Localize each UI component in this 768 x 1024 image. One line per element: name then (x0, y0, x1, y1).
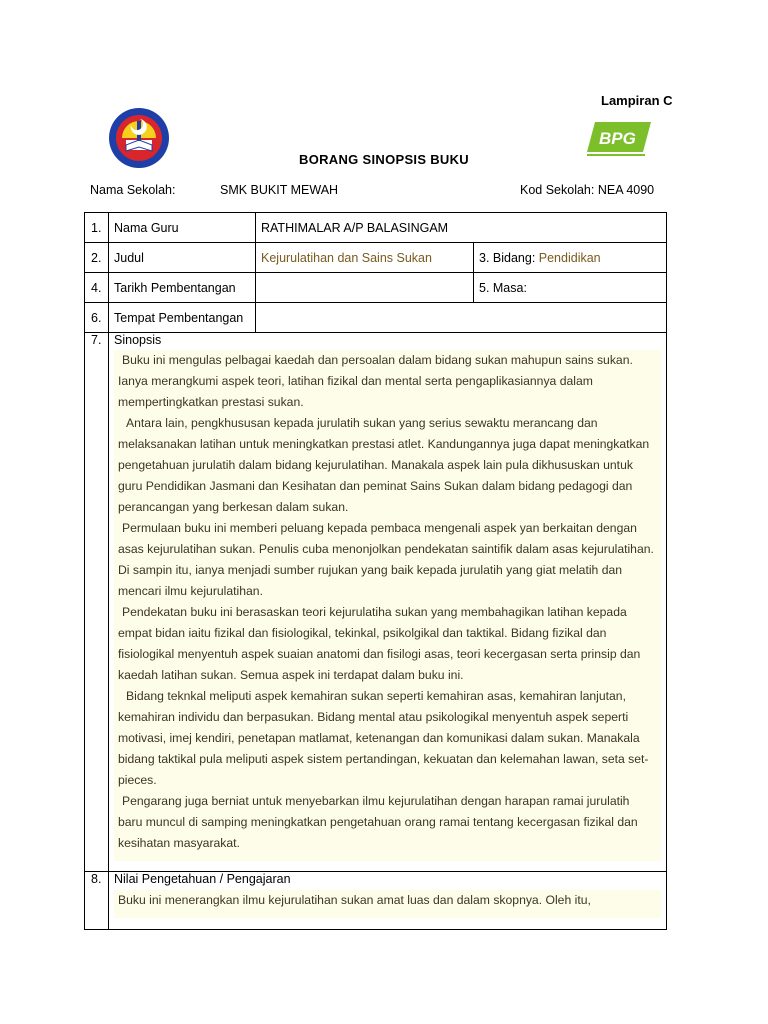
field-label: Nilai Pengetahuan / Pengajaran (114, 872, 291, 886)
synopsis-text (114, 350, 661, 861)
school-name: SMK BUKIT MEWAH (220, 183, 339, 197)
school-label: Nama Sekolah: (90, 183, 176, 197)
row-number: 2. (85, 243, 109, 273)
field-label: Tempat Pembentangan (109, 303, 256, 333)
bpg-logo-text: BPG (599, 129, 636, 148)
bidang-label: 3. Bidang: (479, 250, 539, 265)
field-label: Judul (109, 243, 256, 273)
nilai-cell (109, 872, 667, 930)
row-nilai (85, 872, 667, 930)
row-tarikh (85, 273, 667, 303)
row-number: 1. (85, 213, 109, 243)
row-tempat (85, 303, 667, 333)
synopsis-paragraph: Bidang teknkal meliputi aspek kemahiran sukan seperti kemahiran asas, kemahiran lanjutan, kemahiran individu dan berpasukan. Bidang mental atau psikologikal menyentuh aspek seperti motivasi, imej kendiri, penetapan matlamat, ketenangan dan komunikasi dalam sukan. Manakala bidang taktikal pula meliputi aspek sistem pertandingan, kekuatan dan kelemahan lawan, seta set-pieces. (118, 689, 649, 787)
book-title: Kejurulatihan dan Sains Sukan (256, 243, 474, 273)
synopsis-paragraph: Antara lain, pengkhususan kepada jurulatih sukan yang serius sewaktu merancang dan melaksanakan latihan untuk meningkatkan prestasi atlet. Kandungannya juga dapat meningkatkan pengetahuan jurulatih dalam bidang kejurulatihan. Manakala aspek lain pula dikhususkan untuk guru Pendidikan Jasmani dan Kesihatan dan peminat Sains Sukan dalam bidang pedagogi dan perancangan yang berkesan dalam sukan. (118, 416, 650, 514)
synopsis-paragraph: Pendekatan buku ini berasaskan teori kejurulatiha sukan yang membahagikan latihan kepada empat bidan iaitu fizikal dan fisiologikal, tekinkal, psikolgikal dan taktikal. Bidang fizikal dan fisiologikal menyentuh aspek suaian anatomi dan fisilogi asas, teori kecergasan serta prinsip dan kaedah latihan sukan. Semua aspek ini terdapat dalam buku ini. (118, 605, 641, 682)
masa-label: 5. Masa: (474, 273, 667, 303)
row-number: 8. (85, 872, 109, 930)
teacher-name: RATHIMALAR A/P BALASINGAM (256, 213, 667, 243)
bidang-cell (474, 243, 667, 273)
field-label: Sinopsis (114, 333, 162, 347)
date-value (256, 273, 474, 303)
synopsis-paragraph: Buku ini mengulas pelbagai kaedah dan persoalan dalam bidang sukan mahupun sains sukan. Ianya merangkumi aspek teori, latihan fizikal dan mental serta pengaplikasiannya dalam mempertingkatkan prestasi sukan. (118, 353, 633, 409)
synopsis-paragraph: Permulaan buku ini memberi peluang kepada pembaca mengenali aspek yan berkaitan dengan asas kejurulatihan sukan. Penulis cuba menonjolkan pendekatan saintifik dalam asas kejurulatihan. Di sampin itu, ianya menjadi sumber rujukan yang baik kepada jurulatih yang giat melatih dan mencari ilmu kejurulatihan. (118, 521, 654, 598)
row-nama-guru (85, 213, 667, 243)
row-number: 6. (85, 303, 109, 333)
sinopsis-cell (109, 333, 667, 872)
lampiran-label: Lampiran C (601, 93, 673, 108)
field-label: Nama Guru (109, 213, 256, 243)
nilai-text: Buku ini menerangkan ilmu kejurulatihan sukan amat luas dan dalam skopnya. Oleh itu, (114, 890, 661, 918)
synopsis-paragraph: Pengarang juga berniat untuk menyebarkan ilmu kejurulatihan dengan harapan ramai jurulatih baru muncul di samping meningkatkan pengetahuan orang ramai tentang kecergasan fizikal dan kesihatan masyarakat. (118, 794, 638, 850)
row-number: 7. (85, 333, 109, 872)
bidang-value: Pendidikan (538, 250, 601, 265)
row-sinopsis (85, 333, 667, 872)
form-title: BORANG SINOPSIS BUKU (299, 152, 469, 167)
row-number: 4. (85, 273, 109, 303)
field-label: Tarikh Pembentangan (109, 273, 256, 303)
venue-value (256, 303, 667, 333)
school-code: Kod Sekolah: NEA 4090 (520, 183, 655, 197)
row-judul (85, 243, 667, 273)
synopsis-form-table (84, 212, 667, 930)
